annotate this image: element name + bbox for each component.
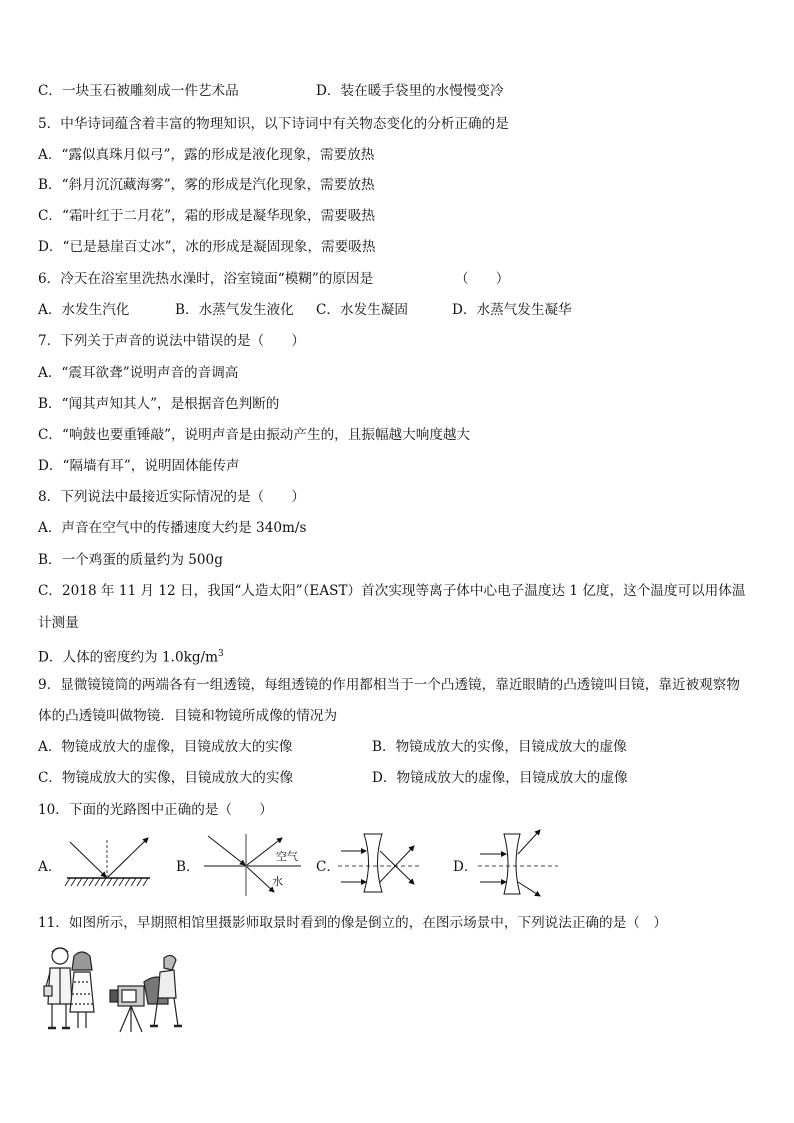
- incident-ray: [70, 842, 106, 877]
- refracted-ray-top: [518, 830, 540, 854]
- q10-diagram-d: [476, 822, 560, 898]
- camera-on-tripod: [110, 986, 144, 1032]
- refracted-ray-bottom: [518, 882, 540, 896]
- refracted-ray-bottom: [380, 846, 414, 882]
- q10-diagram-a: [62, 834, 162, 894]
- q6-option-b: B．水蒸气发生液化: [175, 302, 294, 318]
- q7-option-b: B．“闻其声知其人”，是根据音色判断的: [38, 396, 280, 412]
- photographer-figure: [144, 955, 182, 1026]
- reflected-ray: [108, 838, 148, 877]
- q5-stem: 5．中华诗词蕴含着丰富的物理知识，以下诗词中有关物态变化的分析正确的是: [38, 116, 509, 132]
- q6-option-a: A．水发生汽化: [38, 302, 130, 318]
- q9-stem: 9．显微镜镜筒的两端各有一组透镜，每组透镜的作用都相当于一个凸透镜，靠近眼睛的凸透镜叫目镜，靠近被观察物: [38, 677, 740, 693]
- q9-option-c: C．物镜成放大的实像，目镜成放大的实像: [38, 770, 294, 786]
- q8-option-d-superscript: 3: [218, 649, 224, 659]
- mirror-hatching: [65, 878, 148, 886]
- person-woman-figure: [70, 952, 94, 1028]
- q6-stem: 6．冷天在浴室里洗热水澡时，浴室镜面“模糊”的原因是: [38, 271, 374, 287]
- q10-diagram-b: [196, 830, 311, 898]
- q9-option-d: D．物镜成放大的虚像，目镜成放大的虚像: [372, 770, 628, 786]
- concave-lens: [364, 834, 382, 892]
- person-man-figure: [44, 948, 72, 1028]
- q8-option-b: B．一个鸡蛋的质量约为 500g: [38, 552, 223, 568]
- q10-stem: 10．下面的光路图中正确的是（ ）: [38, 802, 273, 818]
- q5-option-c: C．“霜叶红于二月花”，霜的形成是凝华现象，需要吸热: [38, 208, 375, 224]
- q8-stem: 8．下列说法中最接近实际情况的是（ ）: [38, 489, 305, 505]
- q10-label-d: D．: [453, 859, 478, 875]
- concave-lens: [504, 834, 520, 894]
- q6-option-c: C．水发生凝固: [316, 302, 408, 318]
- q8-option-c-cont: 计测量: [38, 615, 79, 631]
- q9-option-a: A．物镜成放大的虚像，目镜成放大的实像: [38, 739, 293, 755]
- q9-stem-cont: 体的凸透镜叫做物镜．目镜和物镜所成像的情况为: [38, 708, 338, 724]
- q8-option-a: A．声音在空气中的传播速度大约是 340m/s: [38, 520, 307, 536]
- q7-option-c: C．“响鼓也要重锤敲”，说明声音是由振动产生的，且振幅越大响度越大: [38, 427, 471, 443]
- q11-stem: 11．如图所示，早期照相馆里摄影师取景时看到的像是倒立的，在图示场景中，下列说法正确的是（ ）: [38, 915, 668, 931]
- q4-option-d: D．装在暖手袋里的水慢慢变冷: [316, 83, 504, 99]
- q4-option-c: C．一块玉石被雕刻成一件艺术品: [38, 83, 239, 99]
- q11-illustration: [40, 942, 200, 1034]
- q6-answer-paren: （ ）: [455, 271, 510, 287]
- q10-diagram-c: [336, 826, 424, 898]
- water-label: 水: [272, 875, 283, 888]
- q7-stem: 7．下列关于声音的说法中错误的是（ ）: [38, 333, 305, 349]
- q7-option-d: D．“隔墙有耳”，说明固体能传声: [38, 458, 240, 474]
- q10-label-c: C．: [316, 859, 340, 875]
- air-label: 空气: [276, 850, 298, 863]
- q5-option-d: D．“已是悬崖百丈冰”，冰的形成是凝固现象，需要吸热: [38, 239, 376, 255]
- q10-label-b: B．: [176, 859, 200, 875]
- q5-option-b: B．“斜月沉沉藏海雾”，雾的形成是汽化现象，需要放热: [38, 177, 375, 193]
- q10-label-a: A．: [38, 859, 62, 875]
- q5-option-a: A．“露似真珠月似弓”，露的形成是液化现象，需要放热: [38, 147, 375, 163]
- refracted-ray-top: [380, 851, 414, 884]
- incident-ray: [208, 836, 245, 865]
- q8-option-d-text: D．人体的密度约为 1.0kg/m: [38, 649, 218, 666]
- q9-option-b: B．物镜成放大的实像，目镜成放大的虚像: [372, 739, 627, 755]
- q8-option-d: [38, 645, 224, 667]
- q6-option-d: D．水蒸气发生凝华: [452, 302, 572, 318]
- refracted-ray: [247, 867, 274, 892]
- q7-option-a: A．“震耳欲聋”说明声音的音调高: [38, 365, 239, 381]
- q8-option-c: C．2018 年 11 月 12 日，我国“人造太阳”（EAST）首次实现等离子体中心电子温度达 1 亿度，这个温度可以用体温: [38, 583, 746, 599]
